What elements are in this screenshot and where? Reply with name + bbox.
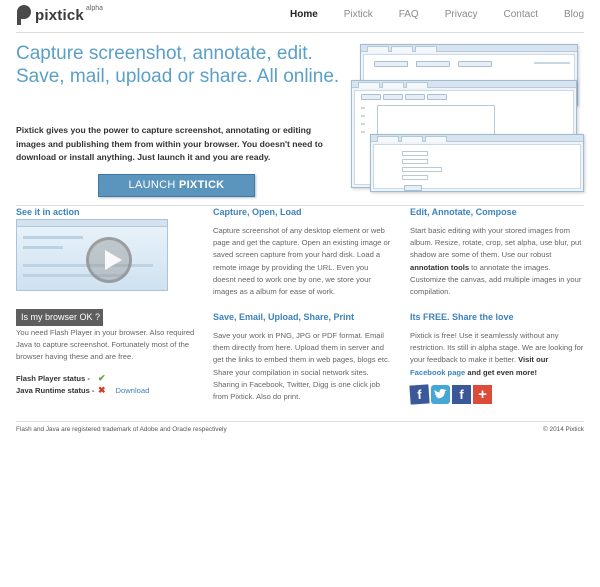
header bbox=[0, 0, 600, 32]
logo-text: pixtick bbox=[35, 7, 84, 24]
launch-button-prefix: LAUNCH bbox=[128, 179, 176, 191]
launch-button[interactable] bbox=[98, 174, 255, 197]
free-text: Pixtick is free! Use it seamlessly without any restriction. Its still in alpha stage. We are looking for your feedback to make it better. Visit our Facebook page and get even more! bbox=[410, 331, 584, 377]
browser-requirements-text: You need Flash Player in your browser. Also required Java to capture screenshot. Fortunately most of the browser having these and are free. bbox=[16, 328, 195, 362]
facebook-page-link[interactable]: Facebook page bbox=[410, 367, 466, 377]
free-section bbox=[410, 312, 584, 379]
java-download-link[interactable]: Download bbox=[115, 386, 150, 395]
save-title: Save, Email, Upload, Share, Print bbox=[213, 312, 355, 322]
flash-status bbox=[16, 373, 106, 384]
demo-video[interactable] bbox=[16, 219, 168, 291]
edit-text: Start basic editing with your stored images from album. Resize, rotate, crop, set alpha, use blur, put shadow are some of them. Use our robust annotation tools to annotate the images. Customize the canvas, add multiple images in your compilation. bbox=[410, 226, 582, 297]
nav-home[interactable]: Home bbox=[290, 9, 318, 20]
browser-check-button[interactable]: Is my browser OK ? bbox=[16, 309, 103, 326]
nav-contact[interactable]: Contact bbox=[503, 9, 538, 20]
hero-text: Pixtick gives you the power to capture screenshot, annotating or editing images and publishing them from within your browser. You doesn't need to download or install anything. Just launch it and you are ready. bbox=[16, 125, 323, 163]
facebook-icon[interactable]: f bbox=[409, 384, 429, 404]
edit-title: Edit, Annotate, Compose bbox=[410, 207, 517, 217]
nav-blog[interactable]: Blog bbox=[563, 9, 584, 20]
mock-window-save bbox=[370, 134, 584, 192]
trademark-note: Flash and Java are registered trademark of Adobe and Oracle respectively bbox=[16, 426, 227, 433]
logo-alpha-tag: alpha bbox=[85, 5, 104, 12]
java-status-label: Java Runtime status - bbox=[16, 386, 95, 395]
nav-pixtick[interactable]: Pixtick bbox=[343, 9, 373, 20]
save-text: Save your work in PNG, JPG or PDF format. Email them directly from here. Upload them in server and get the links to embed them in web pages, blogs etc. Share your compilation in social network sites. Sharing in Facebook, Twitter, Digg is one click job from Pixtick. Also do print. bbox=[213, 331, 390, 402]
logo[interactable] bbox=[16, 5, 103, 25]
hero-divider bbox=[16, 205, 584, 206]
add-share-icon[interactable]: + bbox=[473, 385, 492, 404]
check-icon: ✔ bbox=[98, 373, 106, 383]
facebook-share-icon[interactable]: f bbox=[452, 385, 471, 404]
header-divider bbox=[16, 32, 584, 33]
free-title: Its FREE. Share the love bbox=[410, 312, 514, 322]
app-screenshot bbox=[350, 41, 584, 191]
see-it-title: See it in action bbox=[16, 207, 80, 217]
save-section bbox=[213, 312, 391, 403]
capture-text: Capture screenshot of any desktop element or web page and get the capture. Open an existing image or saved screen capture from your hard disk. Load a remote image by providing the URL. Even you doesnt need to work one by one, we store your images as a album for ease of work. bbox=[213, 226, 391, 297]
launch-button-brand: PIXTICK bbox=[178, 179, 225, 191]
nav-privacy[interactable]: Privacy bbox=[444, 9, 478, 20]
social-buttons bbox=[410, 385, 492, 404]
twitter-icon[interactable] bbox=[431, 385, 450, 404]
flash-status-label: Flash Player status - bbox=[16, 374, 90, 383]
play-icon[interactable] bbox=[86, 237, 132, 283]
copyright: © 2014 Pixtick bbox=[543, 426, 584, 433]
annotation-tools-text: annotation tools bbox=[410, 262, 470, 272]
cross-icon: ✖ bbox=[98, 385, 106, 395]
footer-divider bbox=[16, 421, 584, 422]
hero-title: Capture screenshot, annotate, edit. Save, mail, upload or share. All online. bbox=[16, 43, 340, 87]
logo-icon bbox=[16, 5, 32, 25]
java-status bbox=[16, 385, 149, 396]
capture-title: Capture, Open, Load bbox=[213, 207, 302, 217]
main-nav bbox=[264, 9, 584, 20]
nav-faq[interactable]: FAQ bbox=[398, 9, 419, 20]
edit-section bbox=[410, 207, 584, 298]
capture-section bbox=[213, 207, 391, 298]
